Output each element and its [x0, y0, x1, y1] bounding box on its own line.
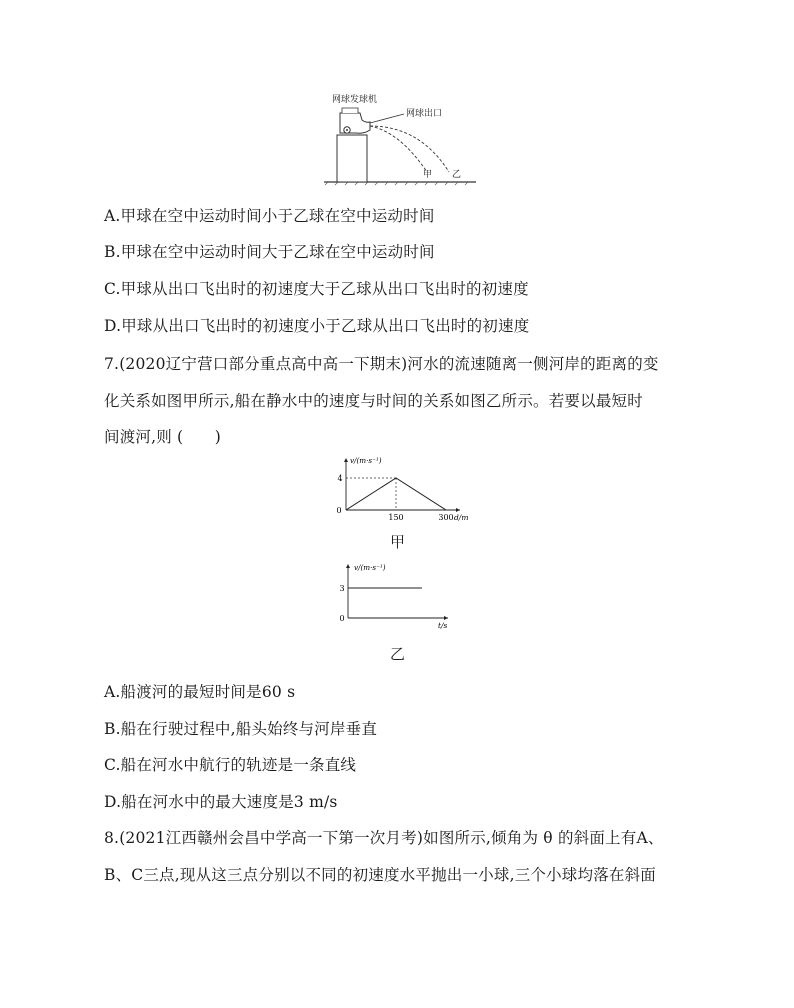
q8-stem-line1: 8.(2021江西赣州会昌中学高一下第一次月考)如图所示,倾角为 θ 的斜面上有A、: [104, 829, 664, 847]
q7-stem-line1: 7.(2020辽宁营口部分重点高中高一下期末)河水的流速随离一侧河岸的距离的变: [104, 355, 659, 373]
chart-b-caption: 乙: [390, 645, 406, 663]
y-tick-label: 0: [339, 614, 345, 623]
y-axis-arrow: [344, 458, 348, 462]
q6-option-d: D.甲球从出口飞出时的初速度小于乙球从出口飞出时的初速度: [104, 317, 530, 335]
chart-b-svg: [330, 560, 470, 630]
q7-option-c: C.船在河水中航行的轨迹是一条直线: [104, 756, 357, 774]
chart-b: [330, 560, 470, 630]
x-axis-label: d/m: [454, 513, 469, 522]
q7-option-a: A.船渡河的最短时间是60 s: [104, 683, 296, 701]
chart-a-caption: 甲: [390, 533, 406, 551]
x-tick-label: 300: [438, 513, 454, 522]
chart-a-svg: [330, 452, 470, 524]
q6-option-c: C.甲球从出口飞出时的初速度大于乙球从出口飞出时的初速度: [104, 280, 529, 298]
q7-stem-line2: 化关系如图甲所示,船在静水中的速度与时间的关系如图乙所示。若要以最短时: [104, 392, 643, 410]
q6-option-b: B.甲球在空中运动时间大于乙球在空中运动时间: [104, 243, 435, 261]
y-axis-label: v/(m·s⁻¹): [350, 456, 382, 465]
y-tick-label: 3: [339, 584, 345, 593]
x-axis-arrow: [444, 616, 448, 620]
ball-b-label: 乙: [452, 170, 462, 180]
chart-a: [330, 452, 470, 524]
q8-stem-line2: B、C三点,现从这三点分别以不同的初速度水平抛出一小球,三个小球均落在斜面: [104, 866, 657, 884]
y-axis-arrow: [346, 564, 350, 568]
y-axis-label: v/(m·s⁻¹): [354, 563, 386, 572]
q7-option-b: B.船在行驶过程中,船头始终与河岸垂直: [104, 720, 378, 738]
x-axis-arrow: [456, 508, 460, 512]
y-tick-label: 4: [337, 474, 343, 483]
machine-label: 网球发球机: [332, 95, 378, 105]
x-tick-label: 0: [336, 506, 342, 515]
q7-stem-line3: 间渡河,则 ( ): [104, 428, 221, 446]
exit-label: 网球出口: [406, 109, 443, 119]
tennis-machine-figure: [320, 90, 480, 186]
x-axis-label: t/s: [438, 621, 448, 630]
ball-a-label: 甲: [423, 170, 433, 180]
q6-option-a: A.甲球在空中运动时间小于乙球在空中运动时间: [104, 207, 435, 225]
x-tick-label: 150: [388, 513, 404, 522]
q7-option-d: D.船在河水中的最大速度是3 m/s: [104, 793, 338, 811]
